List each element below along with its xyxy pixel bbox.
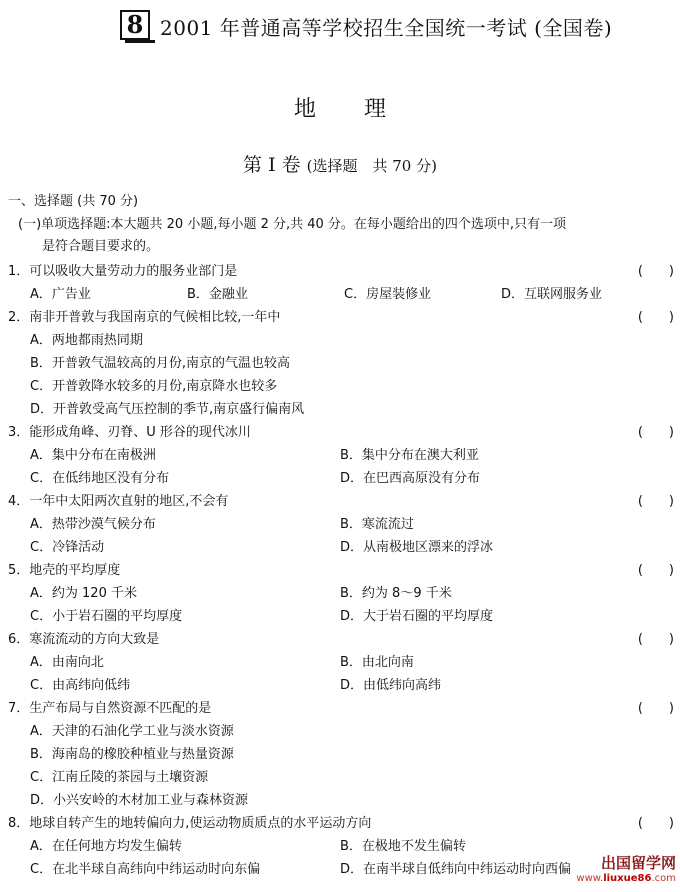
option-c: C．冷锋活动 [30,540,105,555]
part-title-main: 第 Ⅰ 卷 [243,154,301,176]
question-7 [8,697,680,812]
option-b: B．海南岛的橡胶种植业与热量资源 [30,747,234,762]
question-stem: 2．南非开普敦与我国南京的气候相比较,一年中 [8,310,281,325]
question-stem: 7．生产布局与自然资源不匹配的是 [8,701,212,716]
answer-bracket: ( ) [637,425,674,440]
instruction-line-2: 是符合题目要求的。 [42,239,160,254]
answer-bracket: ( ) [637,310,674,325]
option-a: A．两地都雨热同期 [30,333,143,348]
page-number-badge: 8 [120,10,150,40]
question-2 [8,306,680,421]
part-title [0,150,680,177]
option-a: A．由南向北 [30,655,104,670]
question-stem: 5．地壳的平均厚度 [8,563,121,578]
option-b: B．金融业 [187,287,248,302]
option-a: A．广告业 [30,287,91,302]
option-c: C．在北半球自高纬向中纬运动时向东偏 [30,862,261,877]
option-a: A．热带沙漠气候分布 [30,517,156,532]
instructions [18,214,680,258]
option-d: D．由低纬向高纬 [340,678,442,693]
answer-bracket: ( ) [637,701,674,716]
option-c: C．在低纬地区没有分布 [30,471,170,486]
question-stem: 4．一年中太阳两次直射的地区,不会有 [8,494,229,509]
question-stem: 8．地球自转产生的地转偏向力,使运动物质质点的水平运动方向 [8,816,372,831]
option-d: D．小兴安岭的木材加工业与森林资源 [30,793,249,808]
question-stem: 6．寒流流动的方向大致是 [8,632,160,647]
subject-title: 地理 [293,97,434,122]
option-d: D．从南极地区漂来的浮冰 [340,540,494,555]
section-heading: 一、选择题 (共 70 分) [8,194,139,209]
question-stem: 1．可以吸收大量劳动力的服务业部门是 [8,264,238,279]
option-d: D．大于岩石圈的平均厚度 [340,609,494,624]
question-4 [8,490,680,559]
option-a: A．集中分布在南极洲 [30,448,156,463]
question-list [8,260,680,881]
watermark-url-highlight: liuxue86 [603,873,652,884]
option-a: A．在任何地方均发生偏转 [30,839,182,854]
site-watermark [576,852,676,884]
option-d: D．在南半球自低纬向中纬运动时向西偏 [340,862,572,877]
answer-bracket: ( ) [637,494,674,509]
option-c: C．房屋装修业 [344,287,432,302]
option-d: D．开普敦受高气压控制的季节,南京盛行偏南风 [30,402,305,417]
answer-bracket: ( ) [637,816,674,831]
option-d: D．在巴西高原没有分布 [340,471,481,486]
exam-title: 2001 年普通高等学校招生全国统一考试 (全国卷) [160,16,613,40]
option-c: C．开普敦降水较多的月份,南京降水也较多 [30,379,278,394]
option-c: C．由高纬向低纬 [30,678,131,693]
answer-bracket: ( ) [637,632,674,647]
option-b: B．由北向南 [340,655,414,670]
question-3 [8,421,680,490]
exam-header [120,8,680,48]
option-c: C．江南丘陵的茶园与土壤资源 [30,770,209,785]
answer-bracket: ( ) [637,563,674,578]
option-b: B．在极地不发生偏转 [340,839,466,854]
option-d: D．互联网服务业 [501,287,603,302]
option-b: B．开普敦气温较高的月份,南京的气温也较高 [30,356,291,371]
option-b: B．约为 8～9 千米 [340,586,452,601]
option-b: B．寒流流过 [340,517,414,532]
question-6 [8,628,680,697]
option-a: A．天津的石油化学工业与淡水资源 [30,724,234,739]
option-c: C．小于岩石圈的平均厚度 [30,609,183,624]
option-b: B．集中分布在澳大利亚 [340,448,479,463]
question-1 [8,260,680,306]
watermark-title: 出国留学网 [600,854,676,872]
question-5 [8,559,680,628]
watermark-url-prefix: www. [576,873,604,884]
question-stem: 3．能形成角峰、刃脊、U 形谷的现代冰川 [8,425,251,440]
option-a: A．约为 120 千米 [30,586,137,601]
part-title-subtitle: (选择题 共 70 分) [306,157,437,175]
watermark-url [576,873,676,884]
watermark-url-suffix: .com [651,873,676,884]
instruction-line-1: (一)单项选择题:本大题共 20 小题,每小题 2 分,共 40 分。在每小题给出的四个选项中,只有一项 [18,217,567,232]
answer-bracket: ( ) [637,264,674,279]
